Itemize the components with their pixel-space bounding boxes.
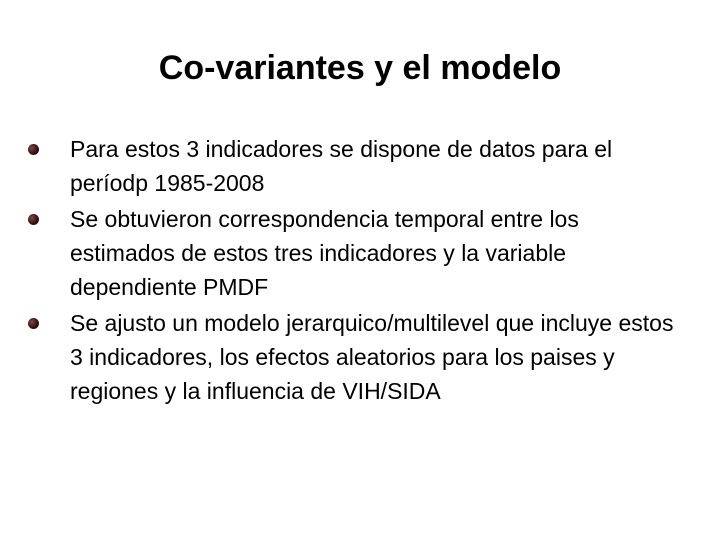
bullet-item (28, 132, 688, 200)
bullet-text: Se obtuvieron correspondencia temporal entre los estimados de estos tres indicadores y la variable dependiente PMDF (70, 206, 579, 300)
bullet-item (28, 202, 688, 304)
bullet-item (28, 306, 688, 408)
round-bullet-icon (28, 318, 39, 329)
round-bullet-icon (28, 214, 39, 225)
slide-title: Co-variantes y el modelo (158, 49, 562, 87)
bullet-text: Se ajusto un modelo jerarquico/multilevel que incluye estos 3 indicadores, los efectos aleatorios para los paises y regiones y la influencia de VIH/SIDA (70, 310, 674, 404)
round-bullet-icon (28, 144, 39, 155)
bullet-text: Para estos 3 indicadores se dispone de datos para el períodp 1985-2008 (70, 136, 613, 196)
bullet-list (28, 132, 688, 410)
